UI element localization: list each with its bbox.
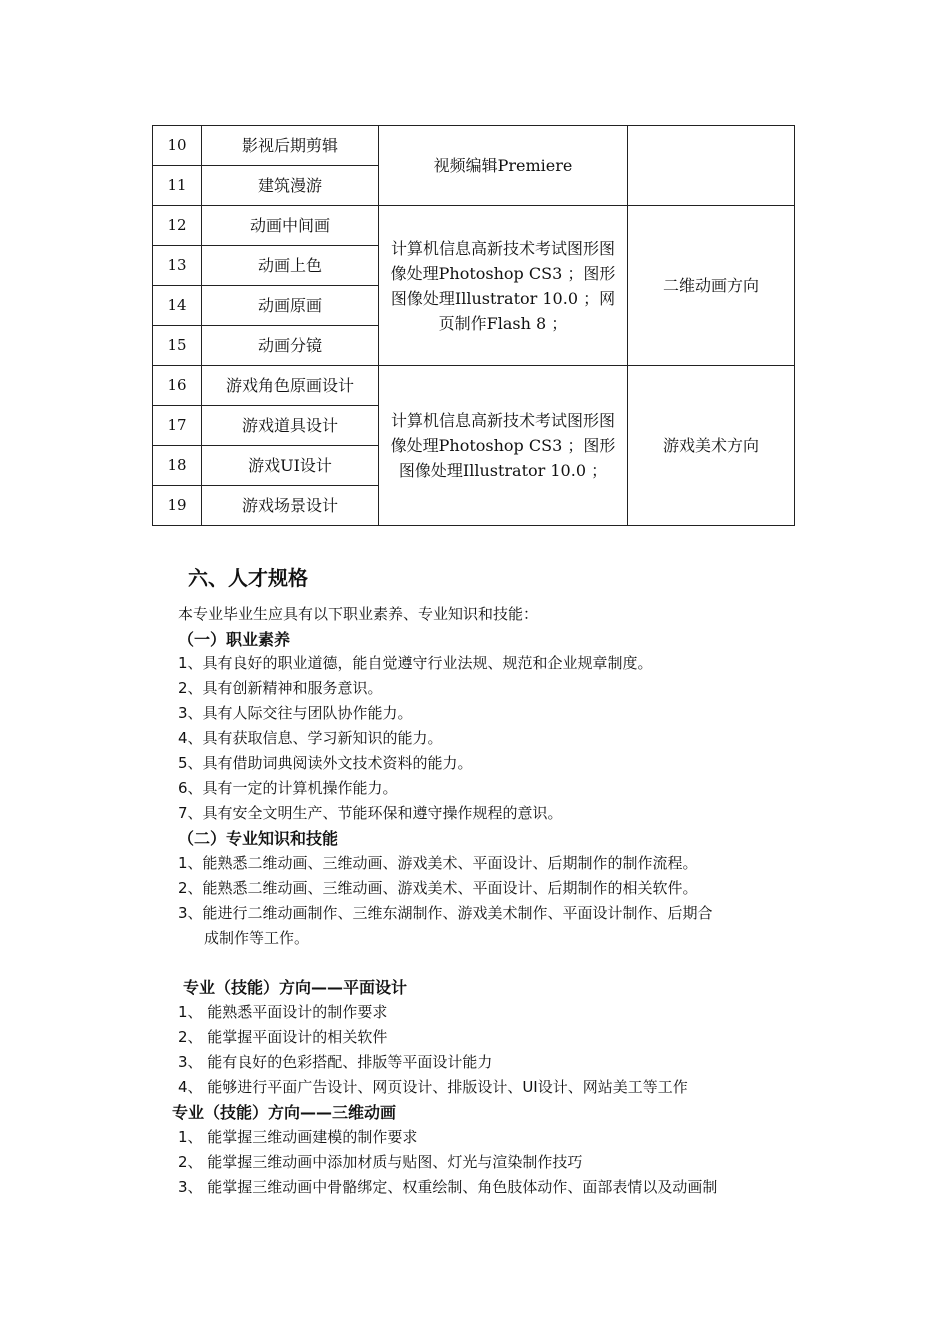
row-number: 12: [153, 206, 202, 246]
list-item: 3、能进行二维动画制作、三维东湖制作、游戏美术制作、平面设计制作、后期合: [178, 904, 713, 922]
subsection-title-knowledge-skills: （二）专业知识和技能: [178, 829, 339, 848]
section-title: 六、人才规格: [188, 566, 308, 590]
course-name: 动画中间画: [202, 206, 379, 246]
software-course-table: [152, 125, 795, 526]
row-number: 13: [153, 246, 202, 286]
row-number: 15: [153, 326, 202, 366]
row-number: 19: [153, 486, 202, 526]
list-item: 2、能熟悉二维动画、三维动画、游戏美术、平面设计、后期制作的相关软件。: [178, 879, 698, 897]
list-item: 1、 能掌握三维动画建模的制作要求: [178, 1128, 418, 1146]
list-item: 3、具有人际交往与团队协作能力。: [178, 704, 413, 722]
direction-title-3d-animation: 专业（技能）方向——三维动画: [172, 1103, 397, 1122]
list-item: 2、 能掌握平面设计的相关软件: [178, 1028, 388, 1046]
list-item: 5、具有借助词典阅读外文技术资料的能力。: [178, 754, 473, 772]
course-name: 游戏道具设计: [202, 406, 379, 446]
direction-cell: 游戏美术方向: [628, 366, 795, 526]
row-number: 16: [153, 366, 202, 406]
course-name: 影视后期剪辑: [202, 126, 379, 166]
list-item: 4、具有获取信息、学习新知识的能力。: [178, 729, 443, 747]
row-number: 17: [153, 406, 202, 446]
intro-text: 本专业毕业生应具有以下职业素养、专业知识和技能：: [178, 605, 539, 623]
list-item: 1、具有良好的职业道德，能自觉遵守行业法规、规范和企业规章制度。: [178, 654, 653, 672]
certificate-cell: 视频编辑Premiere: [379, 126, 628, 206]
row-number: 11: [153, 166, 202, 206]
row-number: 18: [153, 446, 202, 486]
course-name: 游戏角色原画设计: [202, 366, 379, 406]
certificate-cell: 计算机信息高新技术考试图形图像处理Photoshop CS3 ；图形图像处理Illustrator 10.0 ；: [379, 366, 628, 526]
list-item: 7、具有安全文明生产、节能环保和遵守操作规程的意识。: [178, 804, 563, 822]
course-name: 动画上色: [202, 246, 379, 286]
course-name: 动画原画: [202, 286, 379, 326]
row-number: 14: [153, 286, 202, 326]
list-item: 2、具有创新精神和服务意识。: [178, 679, 383, 697]
subsection-title-professional-quality: （一）职业素养: [178, 630, 291, 649]
course-name: 动画分镜: [202, 326, 379, 366]
list-item: 6、具有一定的计算机操作能力。: [178, 779, 398, 797]
course-name: 建筑漫游: [202, 166, 379, 206]
list-item-continuation: 成制作等工作。: [204, 929, 310, 947]
direction-cell: [628, 126, 795, 206]
course-name: 游戏UI设计: [202, 446, 379, 486]
direction-title-graphic-design: 专业（技能）方向——平面设计: [183, 978, 408, 997]
row-number: 10: [153, 126, 202, 166]
list-item: 2、 能掌握三维动画中添加材质与贴图、灯光与渲染制作技巧: [178, 1153, 583, 1171]
direction-cell: 二维动画方向: [628, 206, 795, 366]
list-item: 4、 能够进行平面广告设计、网页设计、排版设计、UI设计、网站美工等工作: [178, 1078, 688, 1096]
list-item: 1、能熟悉二维动画、三维动画、游戏美术、平面设计、后期制作的制作流程。: [178, 854, 698, 872]
certificate-cell: 计算机信息高新技术考试图形图像处理Photoshop CS3 ；图形图像处理Illustrator 10.0 ；网页制作Flash 8 ；: [379, 206, 628, 366]
list-item: 3、 能掌握三维动画中骨骼绑定、权重绘制、角色肢体动作、面部表情以及动画制: [178, 1178, 718, 1196]
course-name: 游戏场景设计: [202, 486, 379, 526]
list-item: 3、 能有良好的色彩搭配、排版等平面设计能力: [178, 1053, 493, 1071]
list-item: 1、 能熟悉平面设计的制作要求: [178, 1003, 388, 1021]
